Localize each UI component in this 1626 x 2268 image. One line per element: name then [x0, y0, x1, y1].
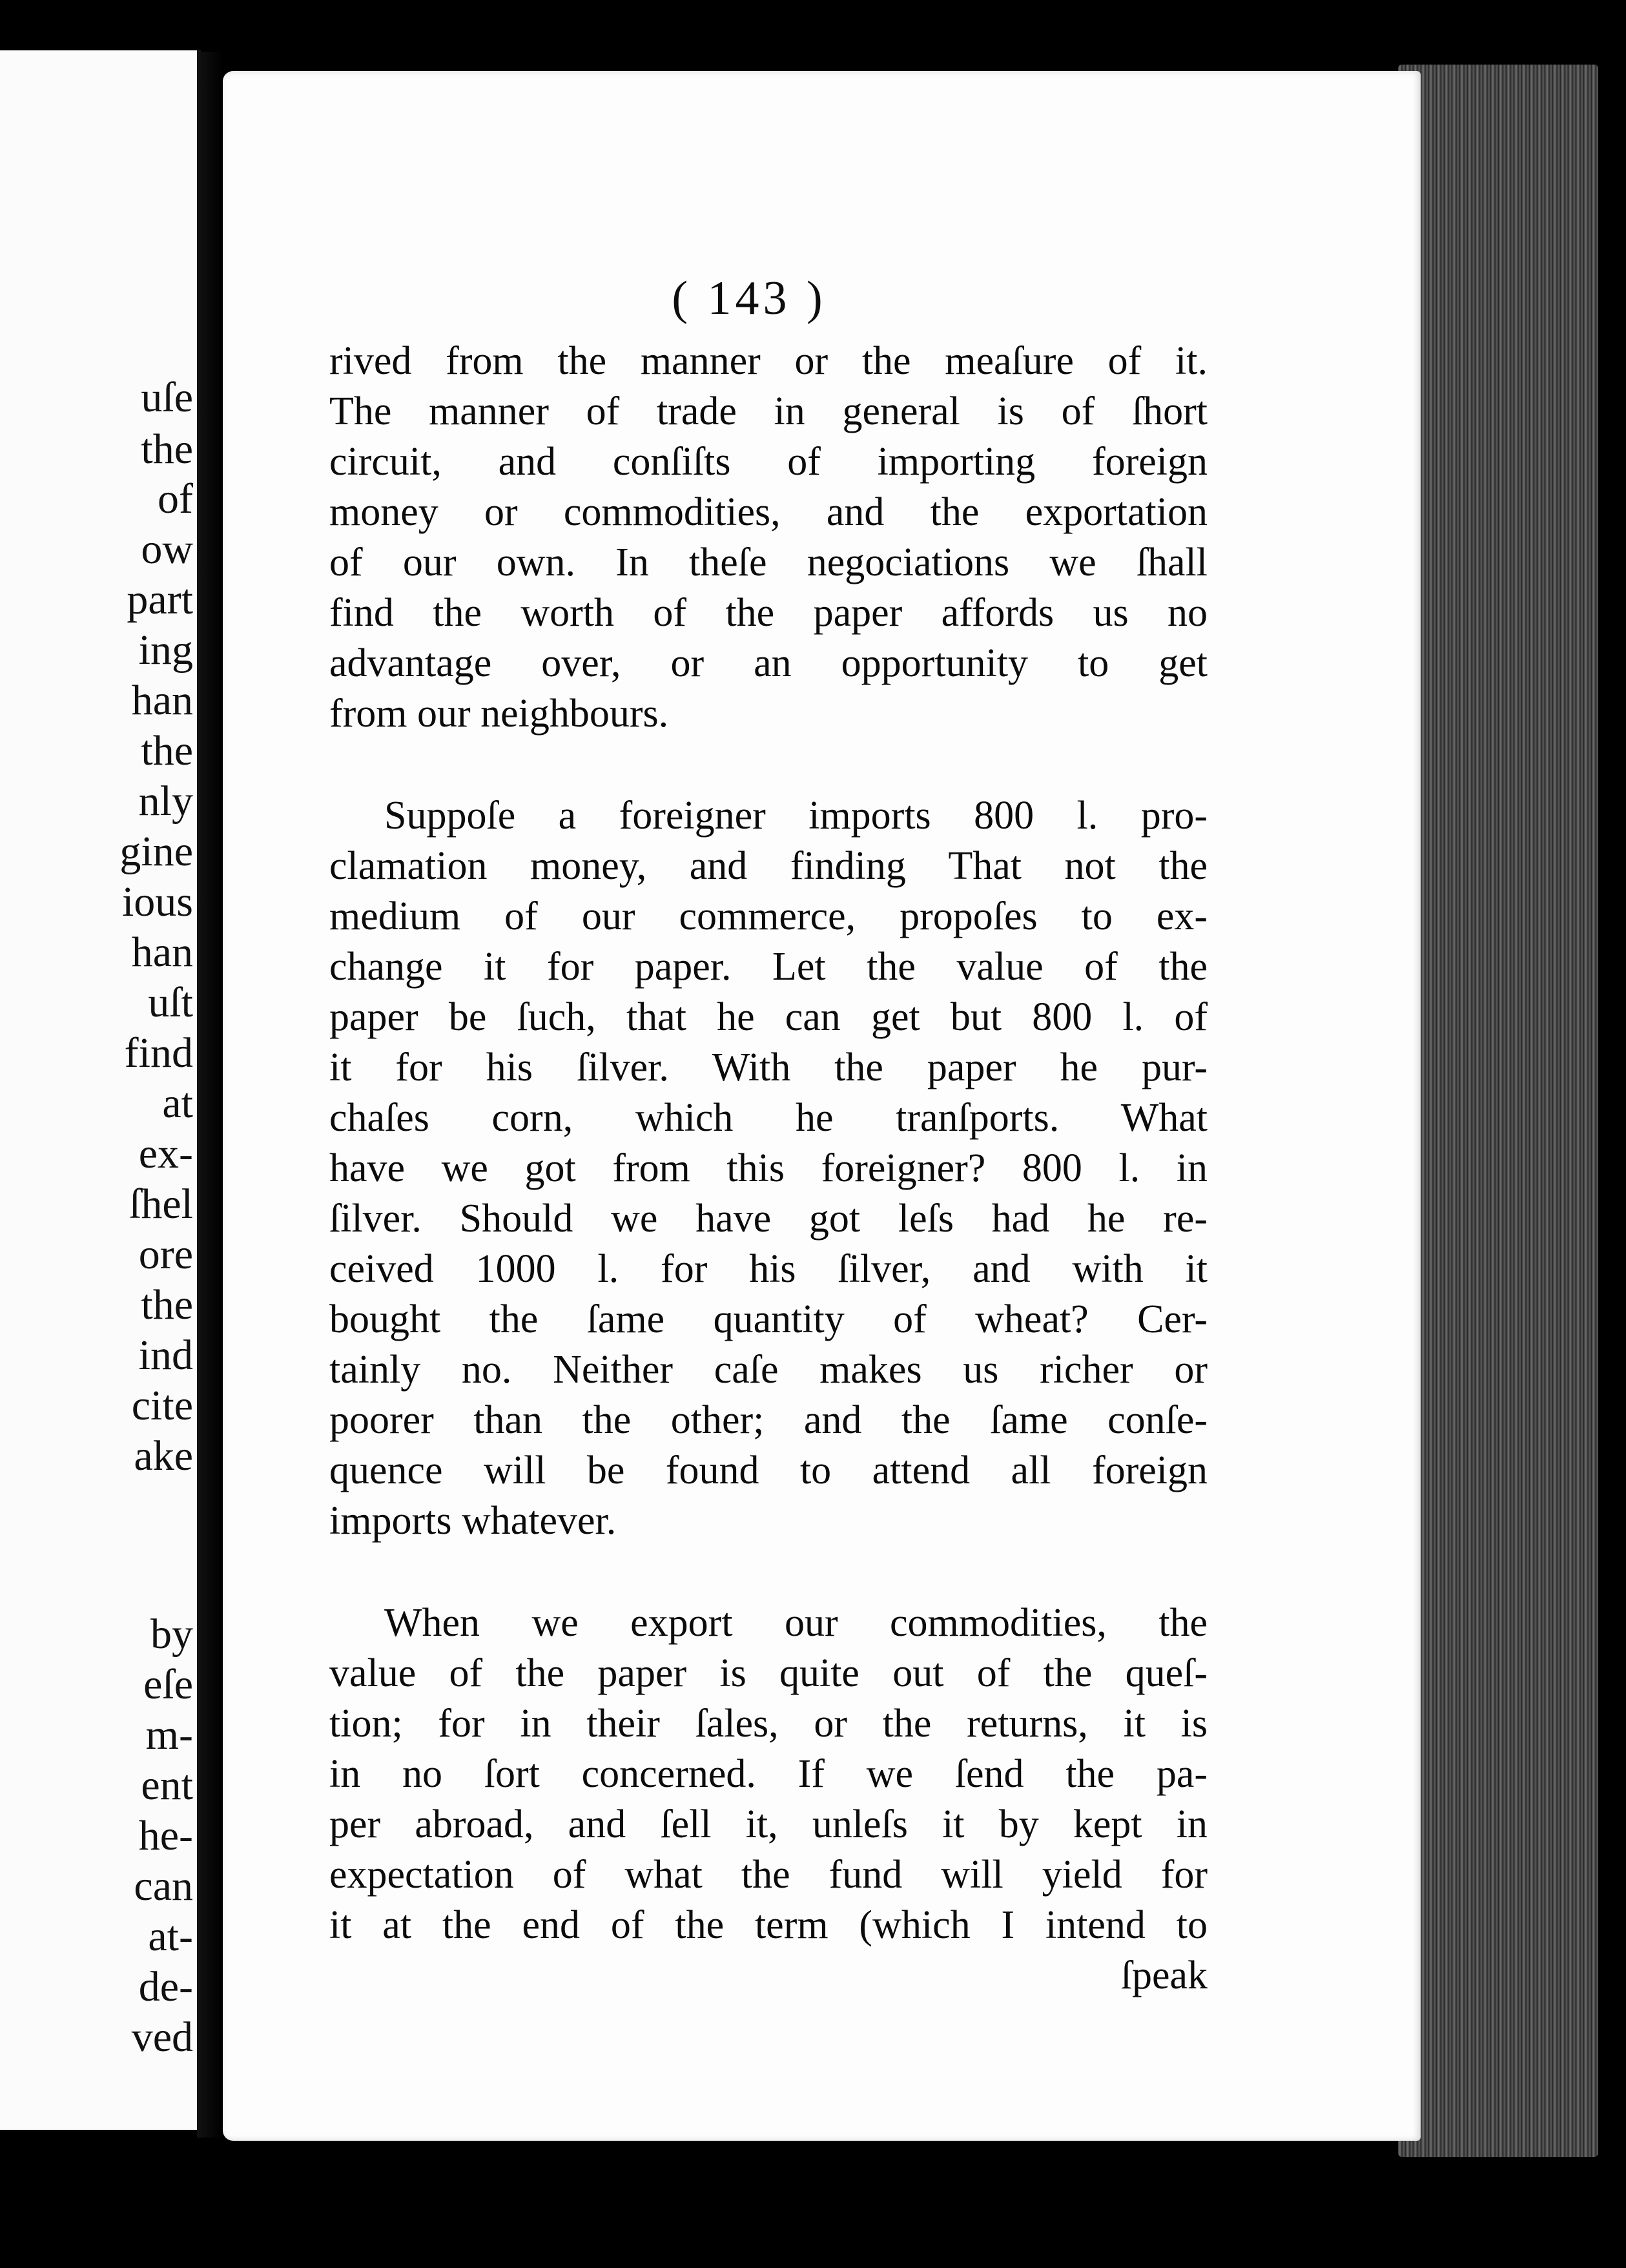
text-line: chaſes corn, which he tranſports. What [329, 1096, 1208, 1140]
left-page-fragment: uſt [148, 979, 193, 1026]
text-line: bought the ſame quantity of wheat? Cer- [329, 1297, 1208, 1341]
text-line: medium of our commerce, propoſes to ex- [329, 894, 1208, 938]
text-line: circuit, and conſiſts of importing foreign [329, 440, 1208, 484]
left-page-fragment: of [158, 475, 193, 522]
left-page-fragment: at [162, 1080, 193, 1127]
left-page-fragment: ing [138, 626, 193, 674]
page-body-text [329, 336, 1208, 2001]
left-page-fragment: ious [121, 878, 193, 925]
text-line: clamation money, and finding That not the [329, 844, 1208, 888]
left-page-fragment: he- [138, 1812, 193, 1859]
catchword: ſpeak [1120, 1954, 1208, 1997]
left-page-fragment: han [131, 677, 193, 724]
text-line: money or commodities, and the exportation [329, 490, 1208, 534]
text-line: expectation of what the fund will yield for [329, 1853, 1208, 1897]
left-page-fragment: ex- [138, 1130, 193, 1177]
text-line: advantage over, or an opportunity to get [329, 641, 1208, 685]
text-line: from our neighbours. [329, 692, 669, 736]
left-page-fragment: ent [141, 1762, 193, 1809]
left-page-fragment: by [150, 1611, 193, 1658]
text-line: paper be ſuch, that he can get but 800 l. of [329, 995, 1208, 1039]
text-line: quence will be found to attend all foreign [329, 1448, 1208, 1492]
left-page-fragment: the [141, 727, 193, 774]
text-line: in no ſort concerned. If we ſend the pa- [329, 1752, 1208, 1796]
left-page-fragment: can [134, 1862, 193, 1910]
left-page-fragment: uſe [141, 374, 193, 421]
page-number: ( 143 ) [672, 272, 827, 325]
text-line: it for his ſilver. With the paper he pur- [329, 1046, 1208, 1089]
left-facing-page [0, 50, 201, 2130]
text-line: change it for paper. Let the value of the [329, 945, 1208, 989]
text-line: The manner of trade in general is of ſhort [329, 389, 1208, 433]
left-page-fragment: eſe [143, 1661, 193, 1708]
left-page-fragment: cite [131, 1382, 193, 1429]
left-page-fragment: gine [119, 828, 193, 875]
book-fore-edge [1398, 65, 1598, 2157]
text-line: tion; for in their ſales, or the returns, it is [329, 1702, 1208, 1746]
left-page-fragment: the [141, 1281, 193, 1328]
text-line: rived from the manner or the meaſure of it. [329, 339, 1208, 383]
text-line: of our own. In theſe negociations we ſhall [329, 541, 1208, 584]
text-line: When we export our commodities, the [384, 1601, 1208, 1645]
left-page-fragment: ind [138, 1332, 193, 1379]
text-line: have we got from this foreigner? 800 l. in [329, 1146, 1208, 1190]
left-page-fragment: ake [134, 1432, 193, 1479]
left-page-fragment: at- [148, 1913, 193, 1960]
text-line: imports whatever. [329, 1499, 617, 1543]
text-line: value of the paper is quite out of the queſ- [329, 1651, 1208, 1695]
book-gutter [197, 52, 223, 2138]
left-page-fragment: the [141, 426, 193, 473]
left-page-fragment: nly [138, 778, 193, 825]
left-page-fragment: m- [145, 1711, 193, 1758]
text-line: ceived 1000 l. for his ſilver, and with it [329, 1247, 1208, 1291]
text-line: it at the end of the term (which I intend to [329, 1903, 1208, 1947]
left-page-fragment: han [131, 929, 193, 976]
left-page-fragment: de- [138, 1963, 193, 2010]
left-page-fragment: ſhel [129, 1180, 193, 1228]
left-page-fragment: part [127, 576, 193, 623]
text-line: ſilver. Should we have got leſs had he re- [329, 1197, 1208, 1241]
left-page-fragment: ved [131, 2014, 193, 2061]
text-line: tainly no. Neither caſe makes us richer or [329, 1348, 1208, 1392]
text-line: per abroad, and ſell it, unleſs it by kept in [329, 1802, 1208, 1846]
left-page-fragment: find [124, 1029, 193, 1077]
left-page-fragment: ow [141, 526, 193, 573]
text-line: Suppoſe a foreigner imports 800 l. pro- [384, 794, 1208, 838]
text-line: find the worth of the paper affords us no [329, 591, 1208, 635]
text-line: poorer than the other; and the ſame conſe- [329, 1398, 1208, 1442]
left-page-fragment: ore [138, 1231, 193, 1278]
